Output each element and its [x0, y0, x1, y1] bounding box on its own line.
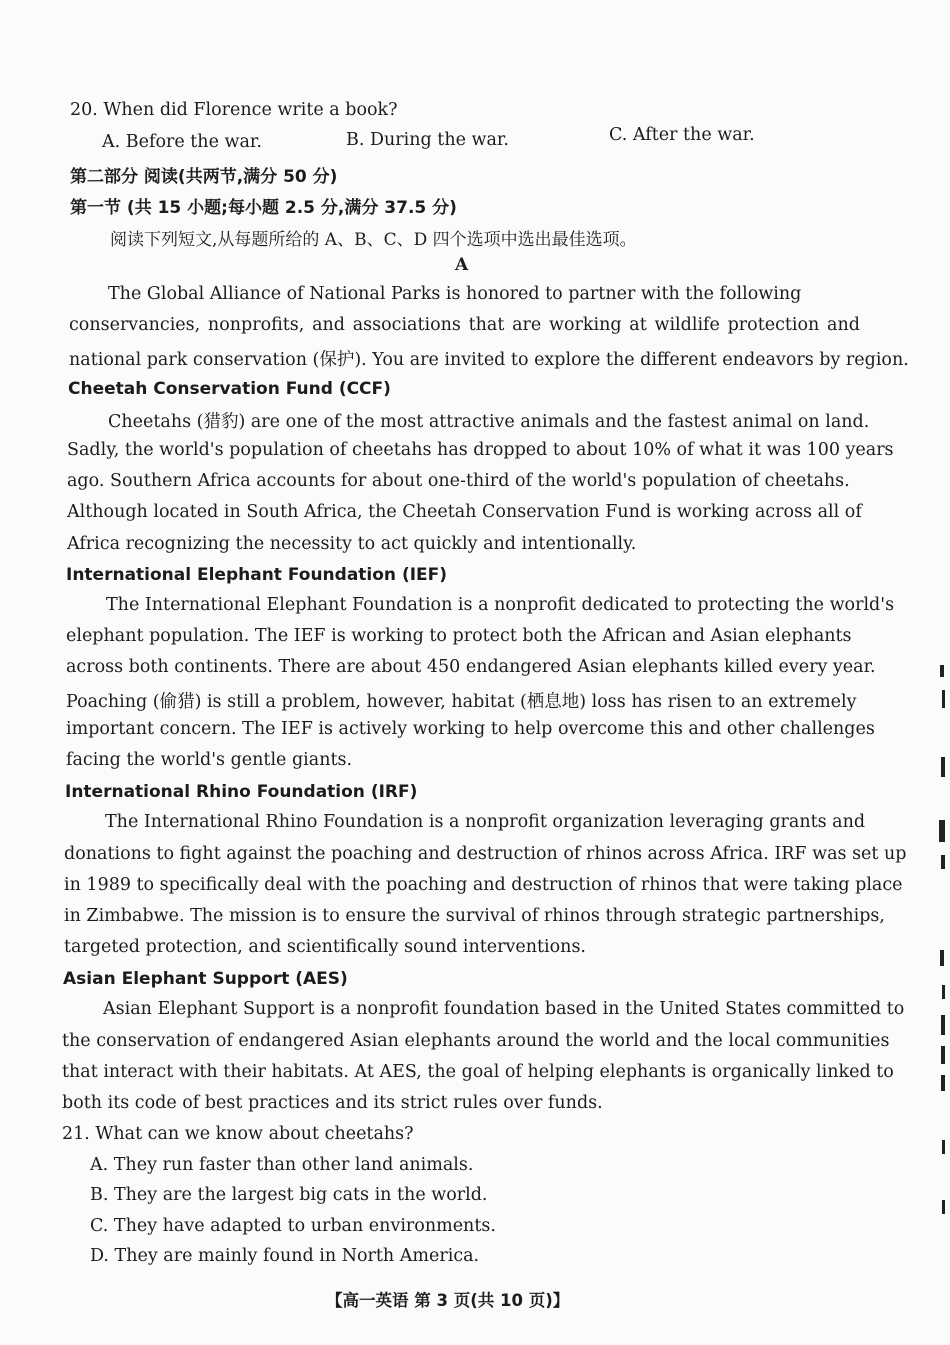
- scan-mark: [941, 1075, 945, 1091]
- q20-option-b: B. During the war.: [346, 130, 509, 150]
- intro-line: national park conservation (保护). You are invited to explore the different endeavors by region.: [69, 350, 909, 370]
- scan-mark: [940, 950, 944, 966]
- q20-question: 20. When did Florence write a book?: [70, 100, 398, 120]
- ccf-line: Sadly, the world's population of cheetahs has dropped to about 10% of what it was 100 years: [67, 440, 894, 460]
- ccf-heading: Cheetah Conservation Fund (CCF): [68, 379, 391, 399]
- q21-option-d: D. They are mainly found in North America.: [90, 1246, 480, 1266]
- q21-option-c: C. They have adapted to urban environments.: [90, 1216, 496, 1236]
- irf-line: The International Rhino Foundation is a nonprofit organization leveraging grants and: [105, 812, 866, 832]
- q21-option-b: B. They are the largest big cats in the world.: [90, 1185, 488, 1205]
- scan-mark: [940, 665, 944, 677]
- ief-line: across both continents. There are about 450 endangered Asian elephants killed every year.: [66, 657, 876, 677]
- scan-mark: [942, 1140, 945, 1154]
- q20-option-a: A. Before the war.: [102, 132, 262, 152]
- intro-line: conservancies, nonprofits, and associations that are working at wildlife protection and: [69, 315, 860, 335]
- ief-heading: International Elephant Foundation (IEF): [66, 565, 448, 585]
- q21-option-a: A. They run faster than other land animals.: [90, 1155, 474, 1175]
- irf-line: donations to fight against the poaching and destruction of rhinos across Africa. IRF was set up: [64, 844, 907, 864]
- aes-line: Asian Elephant Support is a nonprofit foundation based in the United States committed to: [103, 999, 905, 1019]
- ief-line: elephant population. The IEF is working to protect both the African and Asian elephants: [66, 626, 852, 646]
- irf-heading: International Rhino Foundation (IRF): [65, 782, 418, 802]
- ief-line: facing the world's gentle giants.: [66, 750, 353, 770]
- q21-question: 21. What can we know about cheetahs?: [62, 1124, 414, 1144]
- scan-mark: [941, 1015, 945, 1035]
- irf-line: targeted protection, and scientifically sound interventions.: [64, 937, 586, 957]
- ccf-line: Africa recognizing the necessity to act quickly and intentionally.: [67, 534, 637, 554]
- irf-line: in 1989 to specifically deal with the poaching and destruction of rhinos that were taking place: [64, 875, 903, 895]
- scan-mark: [941, 757, 945, 777]
- scan-mark: [941, 855, 945, 869]
- aes-line: the conservation of endangered Asian elephants around the world and the local communities: [62, 1031, 890, 1051]
- ief-line: important concern. The IEF is actively working to help overcome this and other challenges: [66, 719, 875, 739]
- irf-line: in Zimbabwe. The mission is to ensure the survival of rhinos through strategic partnerships,: [64, 906, 885, 926]
- aes-line: that interact with their habitats. At AES, the goal of helping elephants is organically linked to: [62, 1062, 894, 1082]
- passage-label: A: [455, 255, 469, 275]
- scan-mark: [942, 690, 945, 708]
- scan-mark: [939, 820, 945, 842]
- ccf-line: Cheetahs (猎豹) are one of the most attractive animals and the fastest animal on land.: [108, 412, 870, 432]
- scan-mark: [942, 1200, 945, 1214]
- part2-title: 第二部分 阅读(共两节,满分 50 分): [70, 167, 338, 187]
- ccf-line: Although located in South Africa, the Cheetah Conservation Fund is working across all of: [67, 502, 862, 522]
- aes-heading: Asian Elephant Support (AES): [63, 969, 348, 989]
- scan-mark: [941, 1046, 945, 1064]
- q20-option-c: C. After the war.: [609, 125, 755, 145]
- scan-mark: [942, 985, 945, 999]
- section1-title: 第一节 (共 15 小题;每小题 2.5 分,满分 37.5 分): [70, 198, 457, 218]
- ief-line: Poaching (偷猎) is still a problem, however, habitat (栖息地) loss has risen to an extremely: [66, 692, 857, 712]
- ccf-line: ago. Southern Africa accounts for about one-third of the world's population of cheetahs.: [67, 471, 850, 491]
- reading-instruction: 阅读下列短文,从每题所给的 A、B、C、D 四个选项中选出最佳选项。: [110, 230, 637, 250]
- ief-line: The International Elephant Foundation is a nonprofit dedicated to protecting the world's: [106, 595, 895, 615]
- aes-line: both its code of best practices and its strict rules over funds.: [62, 1093, 603, 1113]
- page-footer: 【高一英语 第 3 页(共 10 页)】: [326, 1291, 570, 1310]
- intro-line: The Global Alliance of National Parks is honored to partner with the following: [108, 284, 802, 304]
